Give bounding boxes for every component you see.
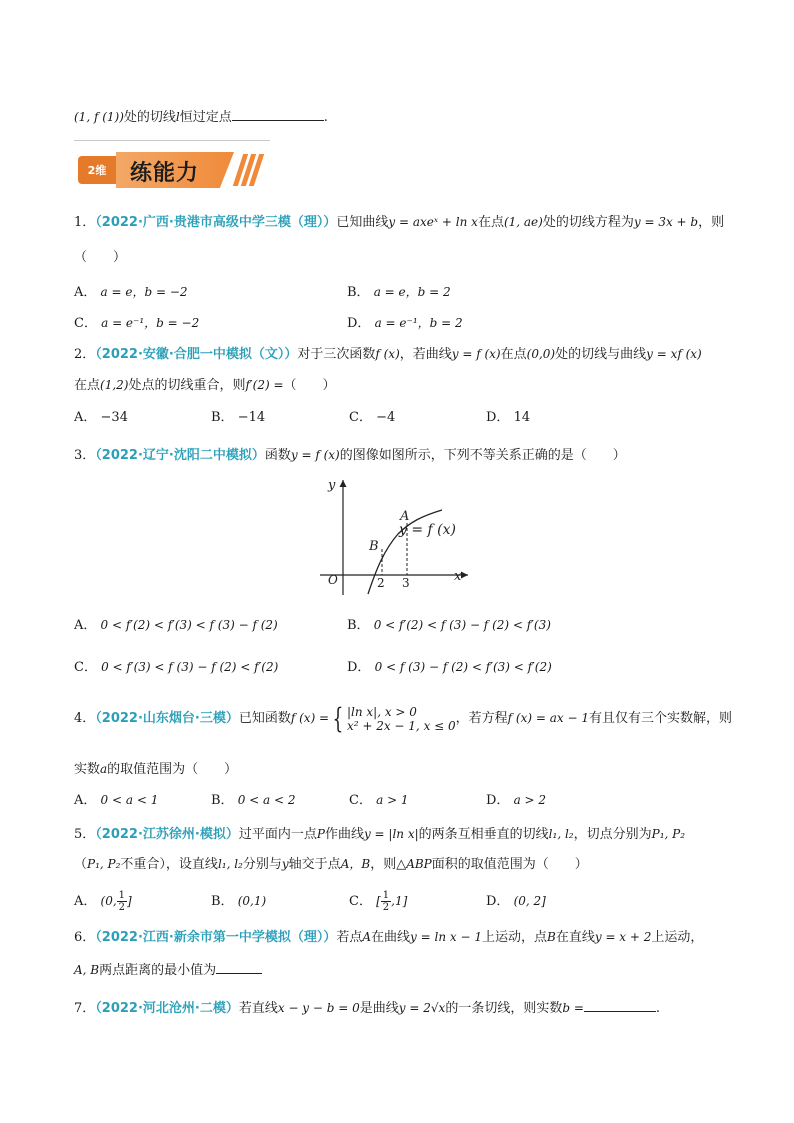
y-label: y (328, 478, 336, 493)
option-b: B． −14 (211, 410, 266, 425)
option-d: D． 0 < f (3) − f (2) < f′(3) < f′(2) (347, 660, 552, 675)
question-7-line-1: 7．（2022·河北沧州·二模）若直线x − y − b = 0是曲线y = 2√x的一条切线，则实数b = . (74, 998, 660, 1018)
question-1-line-2: （ ） (74, 250, 127, 265)
x-label: x (454, 569, 462, 584)
question-2-line-1: 2．（2022·安徽·合肥一中模拟（文））对于三次函数f (x)，若曲线y = f (x)在点(0,0)处的切线与曲线y = xf (x) (74, 347, 702, 362)
option-d: D． a > 2 (486, 793, 547, 808)
question-2-line-2: 在点(1,2)处点的切线重合，则f′(2) =（ ） (74, 378, 336, 393)
option-b: B． a = e，b = 2 (347, 285, 451, 300)
section-title: 练能力 (130, 161, 200, 186)
question-source: （2022·江西·新余市第一中学模拟（理）） (95, 930, 337, 945)
function-graph-figure (310, 474, 480, 600)
point-b-label: B (369, 539, 379, 554)
section-divider (74, 140, 270, 141)
answer-blank (216, 960, 262, 974)
answer-blank (232, 107, 324, 121)
option-b: B． 0 < f′(2) < f (3) − f (2) < f′(3) (347, 618, 551, 633)
curve-label: y = f (x) (399, 522, 456, 538)
option-b: B． 0 < a < 2 (211, 793, 296, 808)
option-a: A． −34 (74, 410, 128, 425)
option-c: C． a > 1 (349, 793, 409, 808)
section-banner (78, 152, 260, 188)
level-badge: 2维 (78, 156, 116, 184)
option-a: A． a = e，b = −2 (74, 285, 188, 300)
question-source: （2022·山东烟台·三模） (95, 711, 239, 726)
option-c: C． −4 (349, 410, 396, 425)
intro-point: (1, f (1)) (74, 110, 124, 124)
question-4-line-2: 实数a的取值范围为（ ） (74, 762, 238, 777)
question-3-line-1: 3．（2022·辽宁·沈阳二中模拟）函数y = f (x)的图像如图所示，下列不等关系正确的是（ ） (74, 448, 626, 463)
brace-icon: { (332, 701, 344, 735)
question-5-line-1: 5．（2022·江苏徐州·模拟）过平面内一点P作曲线y = |ln x|的两条互相垂直的切线l₁, l₂，切点分别为P₁, P₂ (74, 827, 686, 842)
option-a: A． 0 < a < 1 (74, 793, 159, 808)
point-a-label: A (400, 509, 410, 524)
question-source: （2022·广西·贵港市高级中学三模（理）） (95, 215, 337, 230)
question-4-line-1: 4．（2022·山东烟台·三模）已知函数f (x) = { |ln x|, x > 0 x² + 2x − 1, x ≤ 0 ，若方程f (x) = ax − 1有且仅有三个实数解，则 (74, 701, 732, 735)
option-c: C． [ $\frac{1}{2}$ ,1] (349, 890, 408, 913)
option-c: C． 0 < f′(3) < f (3) − f (2) < f′(2) (74, 660, 279, 675)
option-d: D． 14 (486, 410, 531, 425)
tick-2: 2 (377, 576, 385, 590)
option-d: D． (0, 2] (486, 894, 546, 909)
question-6-line-2: A, B两点距离的最小值为 (74, 960, 262, 980)
option-a: A． (0, $\frac{1}{2}$ ] (74, 890, 132, 913)
question-source: （2022·河北沧州·二模） (95, 1001, 239, 1016)
question-source: （2022·江苏徐州·模拟） (95, 827, 239, 842)
origin-label: O (328, 573, 338, 587)
question-source: （2022·辽宁·沈阳二中模拟） (95, 448, 265, 463)
option-b: B． (0,1) (211, 894, 267, 909)
question-6-line-1: 6．（2022·江西·新余市第一中学模拟（理））若点A在曲线y = ln x − 1上运动，点B在直线y = x + 2上运动， (74, 930, 704, 945)
option-c: C． a = e⁻¹，b = −2 (74, 316, 200, 331)
option-a: A． 0 < f′(2) < f′(3) < f (3) − f (2) (74, 618, 278, 633)
option-d: D． a = e⁻¹，b = 2 (347, 316, 463, 331)
question-source: （2022·安徽·合肥一中模拟（文）） (95, 347, 298, 362)
intro-line: (1, f (1))处的切线l恒过定点 . (74, 107, 328, 127)
tick-3: 3 (402, 576, 410, 590)
question-1-line-1: 1．（2022·广西·贵港市高级中学三模（理））已知曲线y = axeˣ + ln x在点(1, ae)处的切线方程为y = 3x + b，则 (74, 215, 725, 230)
question-5-line-2: （P₁, P₂不重合），设直线l₁, l₂分别与y轴交于点A，B，则△ABP面积的取值范围为（ ） (74, 857, 588, 872)
answer-blank (584, 998, 656, 1012)
